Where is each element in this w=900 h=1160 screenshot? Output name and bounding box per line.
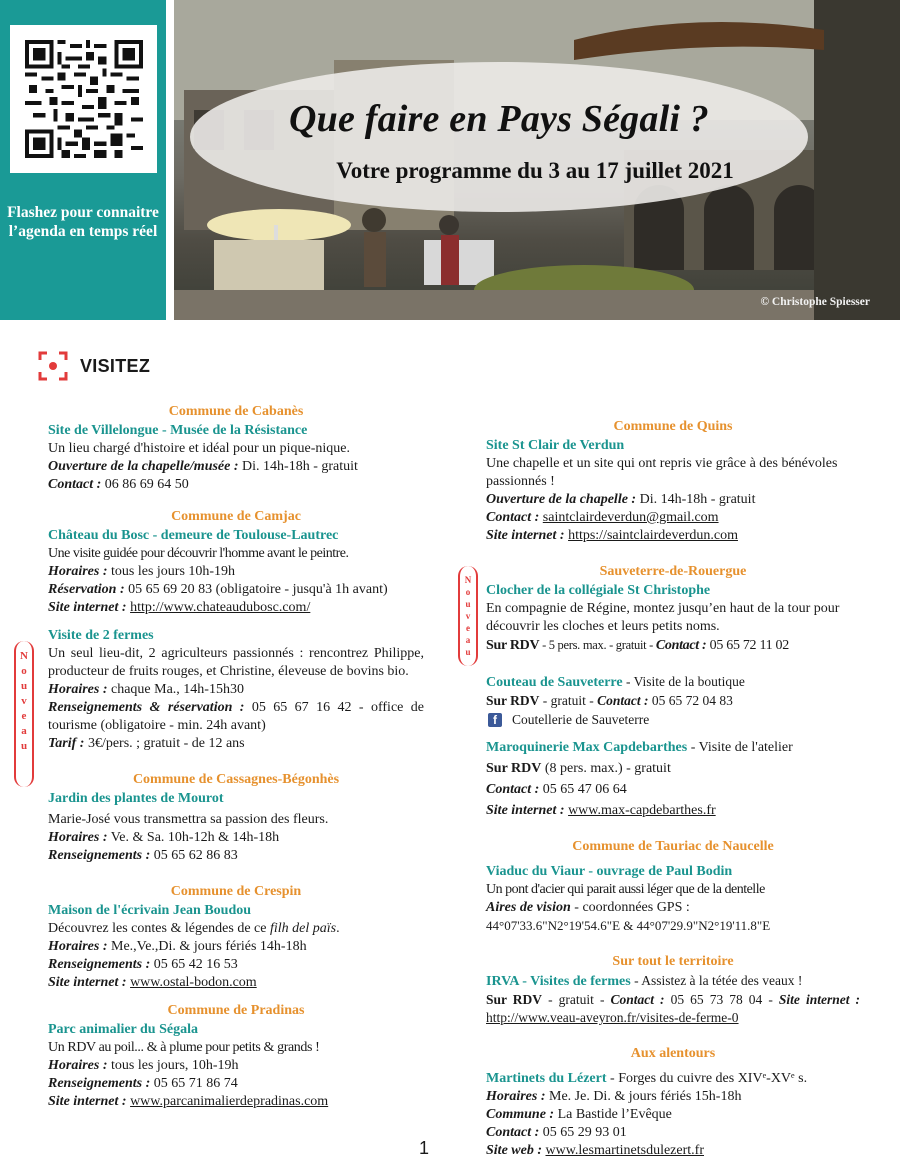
listing-crespin xyxy=(48,883,424,992)
commune-line xyxy=(486,1106,860,1124)
site-name: Parc animalier du Ségala xyxy=(48,1022,198,1037)
commune-heading: Commune de Camjac xyxy=(171,509,301,524)
commune-heading: Commune de Crespin xyxy=(170,884,302,899)
hours-label: Horaires : xyxy=(48,564,108,579)
hours-line xyxy=(48,938,424,956)
contact-label: Contact : xyxy=(486,1125,540,1140)
nouveau-badge: N o u v e a u xyxy=(14,641,34,787)
info-line xyxy=(48,956,424,974)
site-name: Jardin des plantes de Mourot xyxy=(48,791,224,806)
camera-focus-icon xyxy=(38,351,68,381)
listing-sauveterre xyxy=(486,563,860,655)
site-description: Un seul lieu-dit, 2 agriculteurs passionnés : rencontrez Philippe, producteur de fruits rouges, et Christine, éleveuse de bovins bio. xyxy=(48,646,424,679)
photo-credit: © Christophe Spiesser xyxy=(760,296,870,308)
gps-coordinates: 44°07'33.6"N2°19'54.6"E & 44°07'29.9"N2°19'11.8"E xyxy=(486,918,771,933)
commune-heading: Aux alentours xyxy=(630,1046,716,1061)
rdv-line xyxy=(486,991,860,1027)
reservation-label: Réservation : xyxy=(48,582,125,597)
facebook-icon: f xyxy=(488,713,502,727)
website-line xyxy=(486,1142,860,1160)
reservation-value: 05 65 69 20 83 (obligatoire - jusqu'à 1h avant) xyxy=(124,582,388,597)
section-heading: VISITEZ xyxy=(80,356,151,376)
contact-label: Contact : xyxy=(48,477,102,492)
description-text: Découvrez les contes & légendes de ce xyxy=(48,921,270,936)
website-line xyxy=(486,527,860,545)
site-name: Site St Clair de Verdun xyxy=(486,438,625,453)
site-name: Couteau de Sauveterre xyxy=(486,675,623,690)
contact-line xyxy=(486,509,860,527)
website-line xyxy=(48,1093,424,1111)
site-description: En compagnie de Régine, montez jusqu’en haut de la tour pour découvrir les cloches et leurs petits noms. xyxy=(486,601,840,634)
listing-quins xyxy=(486,418,860,545)
rdv-label: Sur RDV xyxy=(486,992,543,1007)
site-name: Maroquinerie Max Capdebarthes xyxy=(486,740,688,755)
page-number: 1 xyxy=(419,1138,430,1158)
hours-value: Me. Je. Di. & jours fériés 15h-18h xyxy=(545,1089,742,1104)
rdv-line xyxy=(486,636,860,655)
price-line xyxy=(48,735,424,753)
website-line xyxy=(48,974,424,992)
site-heading-line xyxy=(486,1070,860,1088)
opening-label: Ouverture de la chapelle : xyxy=(486,492,637,507)
rdv-value: - gratuit - xyxy=(539,693,598,708)
site-description: Marie-José vous transmettra sa passion des fleurs. xyxy=(48,812,329,827)
site-heading-line xyxy=(486,739,860,757)
contact-line xyxy=(486,1124,860,1142)
website-line xyxy=(486,802,860,820)
listing-couteau xyxy=(486,673,860,729)
site-description: Un RDV au poil... & à plume pour petits & grands ! xyxy=(48,1040,320,1055)
website-label: Site internet : xyxy=(778,992,861,1007)
website-label: Site internet : xyxy=(486,528,565,543)
info-value: 05 65 42 16 53 xyxy=(150,957,238,972)
website-label: Site internet : xyxy=(48,975,127,990)
site-name: Site de Villelongue - Musée de la Résistance xyxy=(48,423,308,438)
website-label: Site internet : xyxy=(48,1094,127,1109)
site-description: Un pont d'acier qui parait aussi léger que de la dentelle xyxy=(486,882,765,897)
contact-value: 06 86 69 64 50 xyxy=(101,477,189,492)
contact-value: 05 65 72 11 02 xyxy=(706,638,789,653)
commune-label: Commune : xyxy=(486,1107,555,1122)
info-label: Renseignements : xyxy=(48,957,151,972)
commune-heading: Commune de Cassagnes-Bégonhès xyxy=(132,772,340,787)
website-link[interactable]: http://www.chateaudubosc.com/ xyxy=(130,600,311,615)
info-value: 05 65 67 16 42 - office de tourisme (obligatoire - min. 24h avant) xyxy=(48,700,424,733)
listing-camjac xyxy=(48,508,424,617)
opening-line xyxy=(486,491,860,509)
facebook-line[interactable] xyxy=(486,711,860,729)
info-value: 05 65 71 86 74 xyxy=(150,1076,238,1091)
contact-line xyxy=(486,781,860,799)
listing-maroquinerie xyxy=(486,739,860,820)
qr-caption: Flashez pour connaitre l’agenda en temps réel xyxy=(7,204,159,240)
hours-label: Horaires : xyxy=(486,1089,546,1104)
site-name: Visite de 2 fermes xyxy=(48,628,154,643)
aires-line xyxy=(486,899,860,917)
rdv-value: (8 pers. max.) - gratuit xyxy=(541,761,671,776)
left-column xyxy=(48,403,424,1111)
facebook-page-name: Coutellerie de Sauveterre xyxy=(512,712,650,727)
listing-territoire xyxy=(486,953,860,1027)
contact-value: 05 65 72 04 83 xyxy=(648,693,733,708)
site-description xyxy=(48,920,424,938)
rdv-line xyxy=(486,760,860,778)
contact-label: Contact : xyxy=(486,510,540,525)
listing-alentours xyxy=(486,1045,860,1160)
page-subtitle: Votre programme du 3 au 17 juillet 2021 xyxy=(336,158,734,183)
commune-heading: Sauveterre-de-Rouergue xyxy=(599,564,747,579)
price-value: 3€/pers. ; gratuit - de 12 ans xyxy=(84,736,245,751)
aires-label: Aires de vision xyxy=(486,900,571,915)
hours-value: tous les jours 10h-19h xyxy=(107,564,236,579)
rdv-line xyxy=(486,692,860,710)
opening-line xyxy=(48,458,424,476)
commune-heading: Commune de Quins xyxy=(613,419,733,434)
contact-label: Contact : xyxy=(597,693,649,708)
opening-value: Di. 14h-18h - gratuit xyxy=(238,459,358,474)
header-teal-panel xyxy=(0,0,166,320)
site-name: IRVA - Visites de fermes xyxy=(486,974,631,989)
hours-line xyxy=(48,563,424,581)
aires-value: - coordonnées GPS : xyxy=(570,900,690,915)
hours-value: Me.,Ve.,Di. & jours fériés 14h-18h xyxy=(107,939,307,954)
site-suffix: - Visite de l'atelier xyxy=(687,740,793,755)
commune-heading: Commune de Pradinas xyxy=(167,1003,305,1018)
site-heading-line xyxy=(486,972,860,991)
website-label: Site internet : xyxy=(486,803,565,818)
hours-label: Horaires : xyxy=(48,682,108,697)
qr-code-icon xyxy=(25,40,143,158)
website-link[interactable]: https://saintclairdeverdun.com xyxy=(568,528,738,543)
rdv-label: Sur RDV xyxy=(486,693,540,708)
site-name: Château du Bosc - demeure de Toulouse-Lautrec xyxy=(48,528,339,543)
site-name: Viaduc du Viaur - ouvrage de Paul Bodin xyxy=(486,864,733,879)
site-suffix: - Visite de la boutique xyxy=(622,674,745,689)
info-label: Renseignements : xyxy=(48,1076,151,1091)
commune-heading: Commune de Tauriac de Naucelle xyxy=(572,839,774,854)
listing-tauriac xyxy=(486,838,860,935)
info-label: Renseignements & réservation : xyxy=(48,700,245,715)
contact-label: Contact : xyxy=(610,992,665,1007)
hours-value: chaque Ma., 14h-15h30 xyxy=(107,682,244,697)
page-title: Que faire en Pays Ségali ? xyxy=(289,98,709,140)
nouveau-badge: N o u v e a u xyxy=(458,566,478,666)
hours-line xyxy=(486,1088,860,1106)
site-name: Maison de l'écrivain Jean Boudou xyxy=(48,903,252,918)
rdv-label: Sur RDV xyxy=(486,761,542,776)
qr-code[interactable] xyxy=(10,25,157,173)
site-heading-line xyxy=(486,673,860,692)
rdv-value: - gratuit - xyxy=(542,992,611,1007)
hours-value: tous les jours, 10h-19h xyxy=(107,1058,239,1073)
description-italic: filh del païs xyxy=(269,921,337,936)
description-end: . xyxy=(336,921,340,936)
hours-line xyxy=(48,1057,424,1075)
hours-value: Ve. & Sa. 10h-12h & 14h-18h xyxy=(107,830,280,845)
website-link[interactable]: www.lesmartinetsdulezert.fr xyxy=(545,1143,704,1158)
website-link[interactable]: www.parcanimalierdepradinas.com xyxy=(130,1094,329,1109)
price-label: Tarif : xyxy=(48,736,85,751)
site-name: Clocher de la collégiale St Christophe xyxy=(486,583,711,598)
website-line xyxy=(48,599,424,617)
listing-pradinas xyxy=(48,1002,424,1111)
info-line xyxy=(48,1075,424,1093)
contact-line xyxy=(48,476,424,494)
commune-value: La Bastide l’Evêque xyxy=(554,1107,672,1122)
hours-line xyxy=(48,681,424,699)
hours-label: Horaires : xyxy=(48,830,108,845)
site-name: Martinets du Lézert xyxy=(486,1071,607,1086)
website-link[interactable]: www.ostal-bodon.com xyxy=(130,975,257,990)
website-link[interactable]: www.max-capdebarthes.fr xyxy=(568,803,716,818)
rdv-label: Sur RDV xyxy=(486,638,540,653)
commune-heading: Commune de Cabanès xyxy=(168,404,304,419)
contact-value: 05 65 73 78 04 - xyxy=(664,992,779,1007)
hours-label: Horaires : xyxy=(48,939,108,954)
reservation-line xyxy=(48,581,424,599)
site-description: Un lieu chargé d'histoire et idéal pour un pique-nique. xyxy=(48,441,351,456)
site-suffix: - Assistez à la tétée des veaux ! xyxy=(630,973,803,988)
opening-label: Ouverture de la chapelle/musée : xyxy=(48,459,239,474)
website-label: Site web : xyxy=(486,1143,542,1158)
hours-line xyxy=(48,829,424,847)
contact-value: 05 65 29 93 01 xyxy=(539,1125,627,1140)
info-value: 05 65 62 86 83 xyxy=(150,848,238,863)
info-line xyxy=(48,699,424,735)
opening-value: Di. 14h-18h - gratuit xyxy=(636,492,756,507)
contact-label: Contact : xyxy=(655,638,707,653)
contact-label: Contact : xyxy=(486,782,540,797)
right-column xyxy=(486,418,860,1160)
rdv-value: - 5 pers. max. - gratuit - xyxy=(539,638,656,652)
website-link[interactable]: http://www.veau-aveyron.fr/visites-de-ferme-0 xyxy=(486,1010,739,1025)
site-suffix: - Forges du cuivre des XIVᵉ-XVᵉ s. xyxy=(606,1071,808,1086)
contact-email-link[interactable]: saintclairdeverdun@gmail.com xyxy=(542,510,719,525)
listing-cassagnes xyxy=(48,771,424,865)
site-description: Une chapelle et un site qui ont repris vie grâce à des bénévoles passionnés ! xyxy=(486,456,838,489)
info-label: Renseignements : xyxy=(48,848,151,863)
contact-value: 05 65 47 06 64 xyxy=(539,782,627,797)
website-label: Site internet : xyxy=(48,600,127,615)
info-line xyxy=(48,847,424,865)
listing-fermes xyxy=(48,627,424,753)
site-description: Une visite guidée pour découvrir l'homme avant le peintre. xyxy=(48,546,349,561)
hours-label: Horaires : xyxy=(48,1058,108,1073)
commune-heading: Sur tout le territoire xyxy=(612,954,734,969)
listing-cabanes xyxy=(48,403,424,494)
